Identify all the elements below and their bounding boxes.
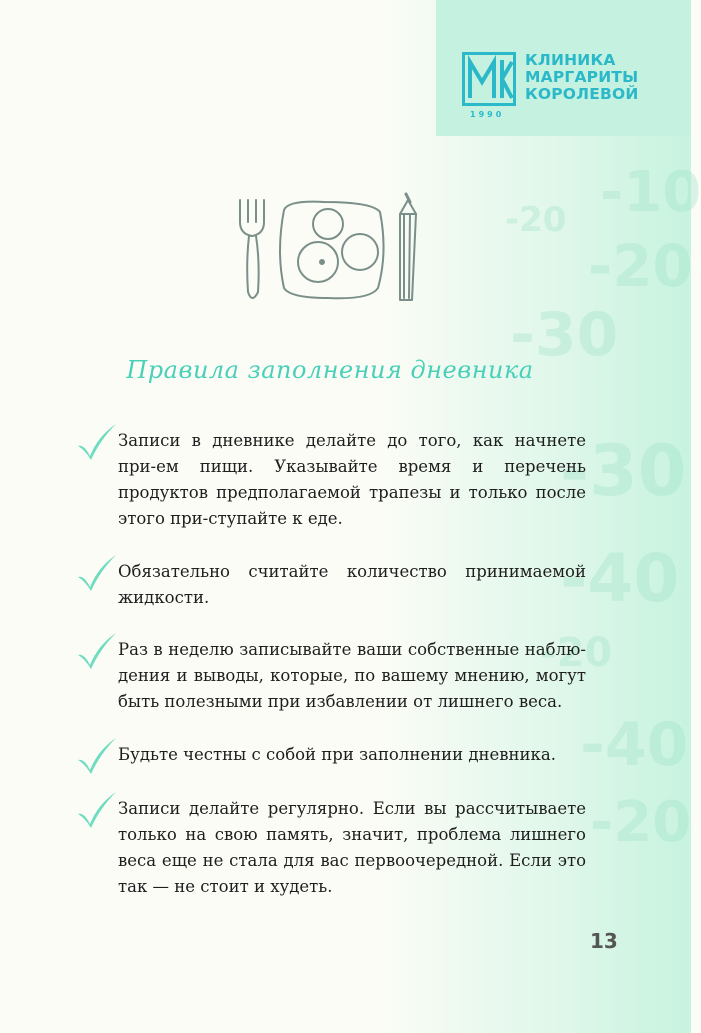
rule-text: Записи делайте регулярно. Если вы рассчитываете только на свою память, значит, проблема лишнего веса еще не стала для вас первоочередной. Если это так — не стоит и худеть.: [118, 799, 586, 896]
bg-number: -20: [540, 630, 613, 676]
checkmark-icon: [74, 790, 118, 830]
bg-number: -10: [600, 160, 701, 225]
meal-illustration: [232, 192, 432, 312]
checkmark-icon: [74, 631, 118, 671]
checkmark-icon: [74, 422, 118, 462]
clinic-name-line: КОРОЛЕВОЙ: [525, 85, 639, 103]
rule-text: Обязательно считайте количество принимаемой жидкости.: [118, 562, 586, 607]
clinic-name: [525, 52, 639, 103]
bg-number: -30: [560, 430, 687, 512]
bg-number: -40: [580, 710, 689, 780]
clinic-year: 1990: [470, 110, 505, 119]
bg-number: -20: [590, 790, 692, 855]
bg-number: -20: [588, 232, 693, 300]
checkmark-icon: [74, 736, 118, 776]
bg-number: -40: [560, 540, 680, 617]
rule-text: Будьте честны с собой при заполнении дневника.: [118, 745, 556, 764]
rule-item: [118, 742, 586, 768]
checkmark-icon: [74, 553, 118, 593]
page-number: 13: [590, 929, 618, 953]
pencil-icon: [400, 194, 416, 300]
page-title: Правила заполнения дневника: [126, 356, 534, 384]
rule-text: Раз в неделю записывайте ваши собственные наблю-дения и выводы, которые, по вашему мнению, могут быть полезными при избавлении от лишнего веса.: [118, 640, 586, 711]
clinic-logo-icon: [462, 52, 516, 106]
rule-text: Записи в дневнике делайте до того, как начнете при-ем пищи. Указывайте время и перечень продуктов предполагаемой трапезы и только после этого при-ступайте к еде.: [118, 431, 586, 528]
rule-item: [118, 637, 586, 715]
bg-number: -20: [505, 200, 567, 240]
plate-icon: [280, 202, 384, 299]
fork-icon: [240, 200, 264, 298]
clinic-name-line: МАРГАРИТЫ: [525, 68, 639, 86]
rule-item: [118, 428, 586, 532]
rule-item: [118, 559, 586, 611]
clinic-name-line: КЛИНИКА: [525, 51, 616, 69]
rule-item: [118, 796, 586, 900]
bg-number: -30: [510, 300, 619, 370]
